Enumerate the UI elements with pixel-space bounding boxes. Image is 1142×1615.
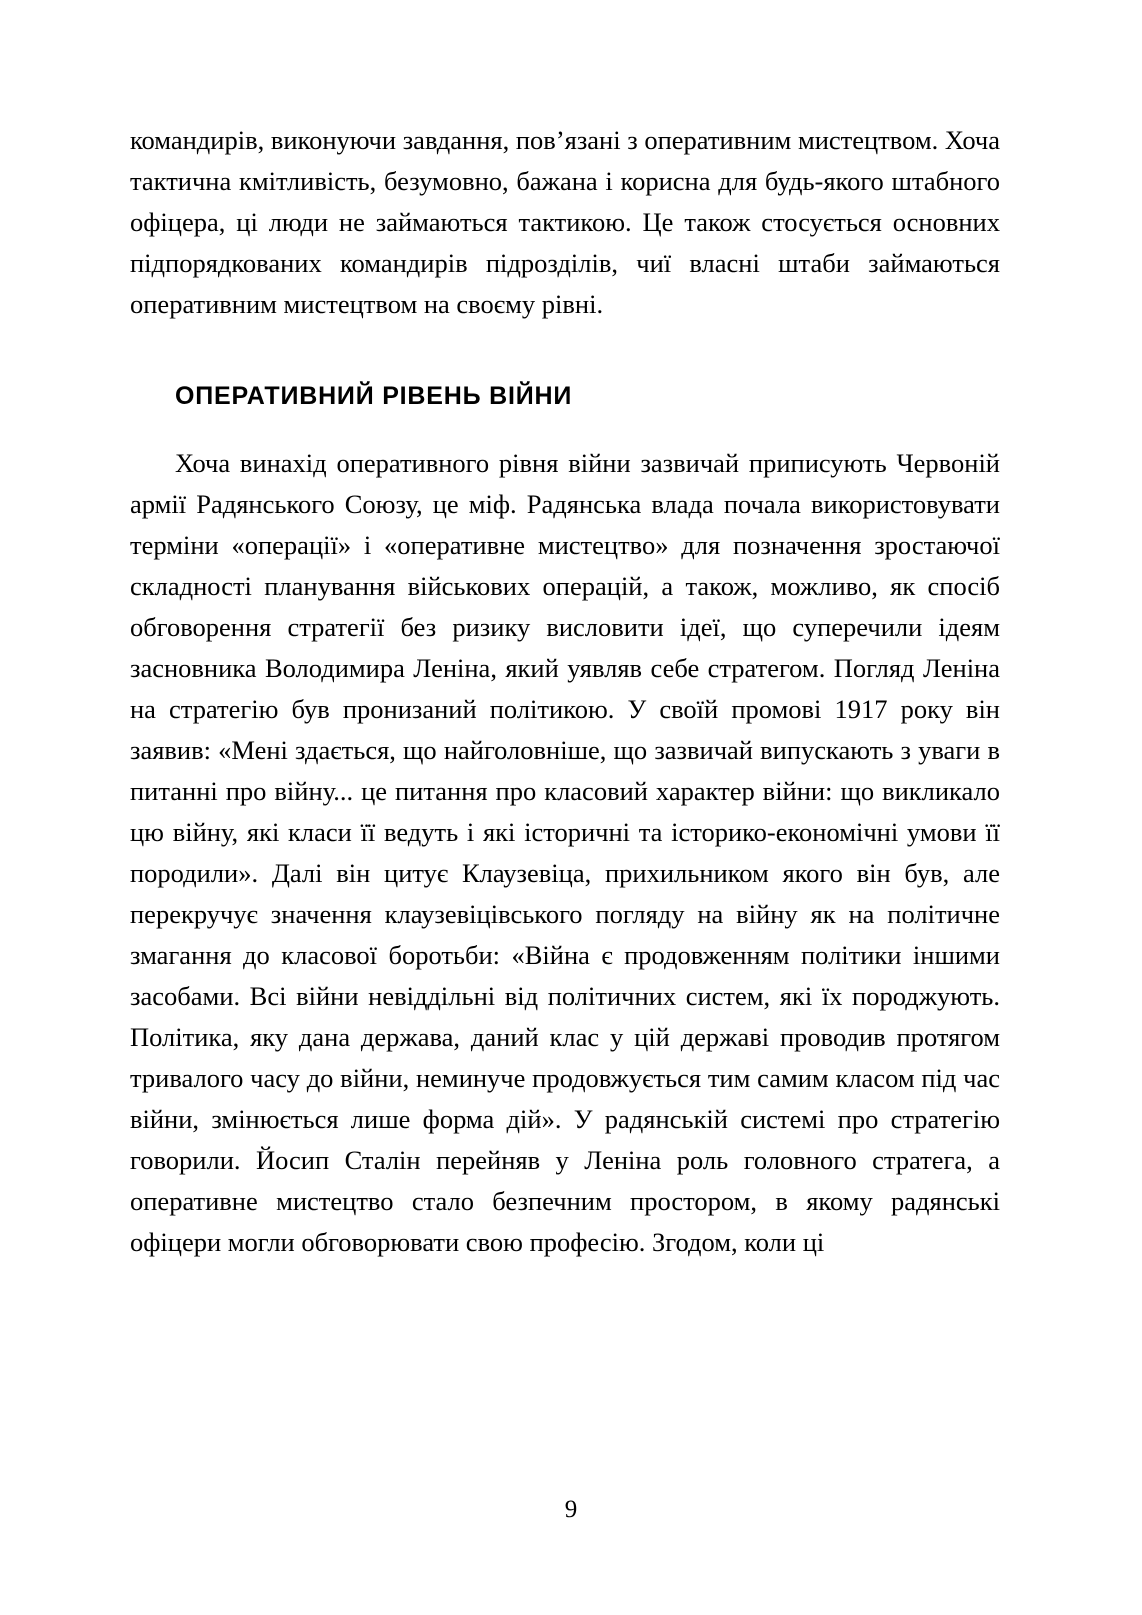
paragraph-body: Хоча винахід оперативного рівня війни зазвичай приписують Червоній армії Радянського Союзу, це міф. Радянська влада почала використовувати терміни «операції» і «оперативне мистецтво» для позначення зростаючої складності планування військових операцій, а також, можливо, як спосіб обговорення стратегії без ризику висловити ідеї, що суперечили ідеям засновника Володимира Леніна, який уявляв себе стратегом. Погляд Леніна на стратегію був пронизаний політикою. У своїй промові 1917 року він заявив: «Мені здається, що найголовніше, що зазвичай випускають з уваги в питанні про війну... це питання про класовий характер війни: що викликало цю війну, які класи її ведуть і які історичні та історико-економічні умови її породили». Далі він цитує Клаузевіца, прихильником якого він був, але перекручує значення клаузевіцівського погляду на війну як на політичне змагання до класової боротьби: «Війна є продовженням політики іншими засобами. Всі війни невіддільні від політичних систем, які їх породжують. Політика, яку дана держава, даний клас у цій державі проводив протягом тривалого часу до війни, неминуче продовжується тим самим класом під час війни, змінюється лише форма дій». У радянській системі про стратегію говорили. Йосип Сталін перейняв у Леніна роль головного стратега, а оперативне мистецтво стало безпечним простором, в якому радянські офіцери могли обговорювати свою професію. Згодом, коли ці: [130, 448, 1000, 1257]
page-number: 9: [564, 1496, 578, 1523]
section-heading: ОПЕРАТИВНИЙ РІВЕНЬ ВІЙНИ: [175, 382, 573, 410]
paragraph-continued: командирів, виконуючи завдання, пов’язані з оперативним мистецтвом. Хоча тактична кмітливість, безумовно, бажана і корисна для будь-якого штабного офіцера, ці люди не займаються тактикою. Це також стосується основних підпорядкованих командирів підрозділів, чиї власні штаби займаються оперативним мистецтвом на своєму рівні.: [130, 125, 1000, 319]
spacer-before-heading: [130, 325, 1000, 381]
page-text-block: [130, 120, 1000, 1263]
spacer-after-heading: [130, 411, 1000, 443]
